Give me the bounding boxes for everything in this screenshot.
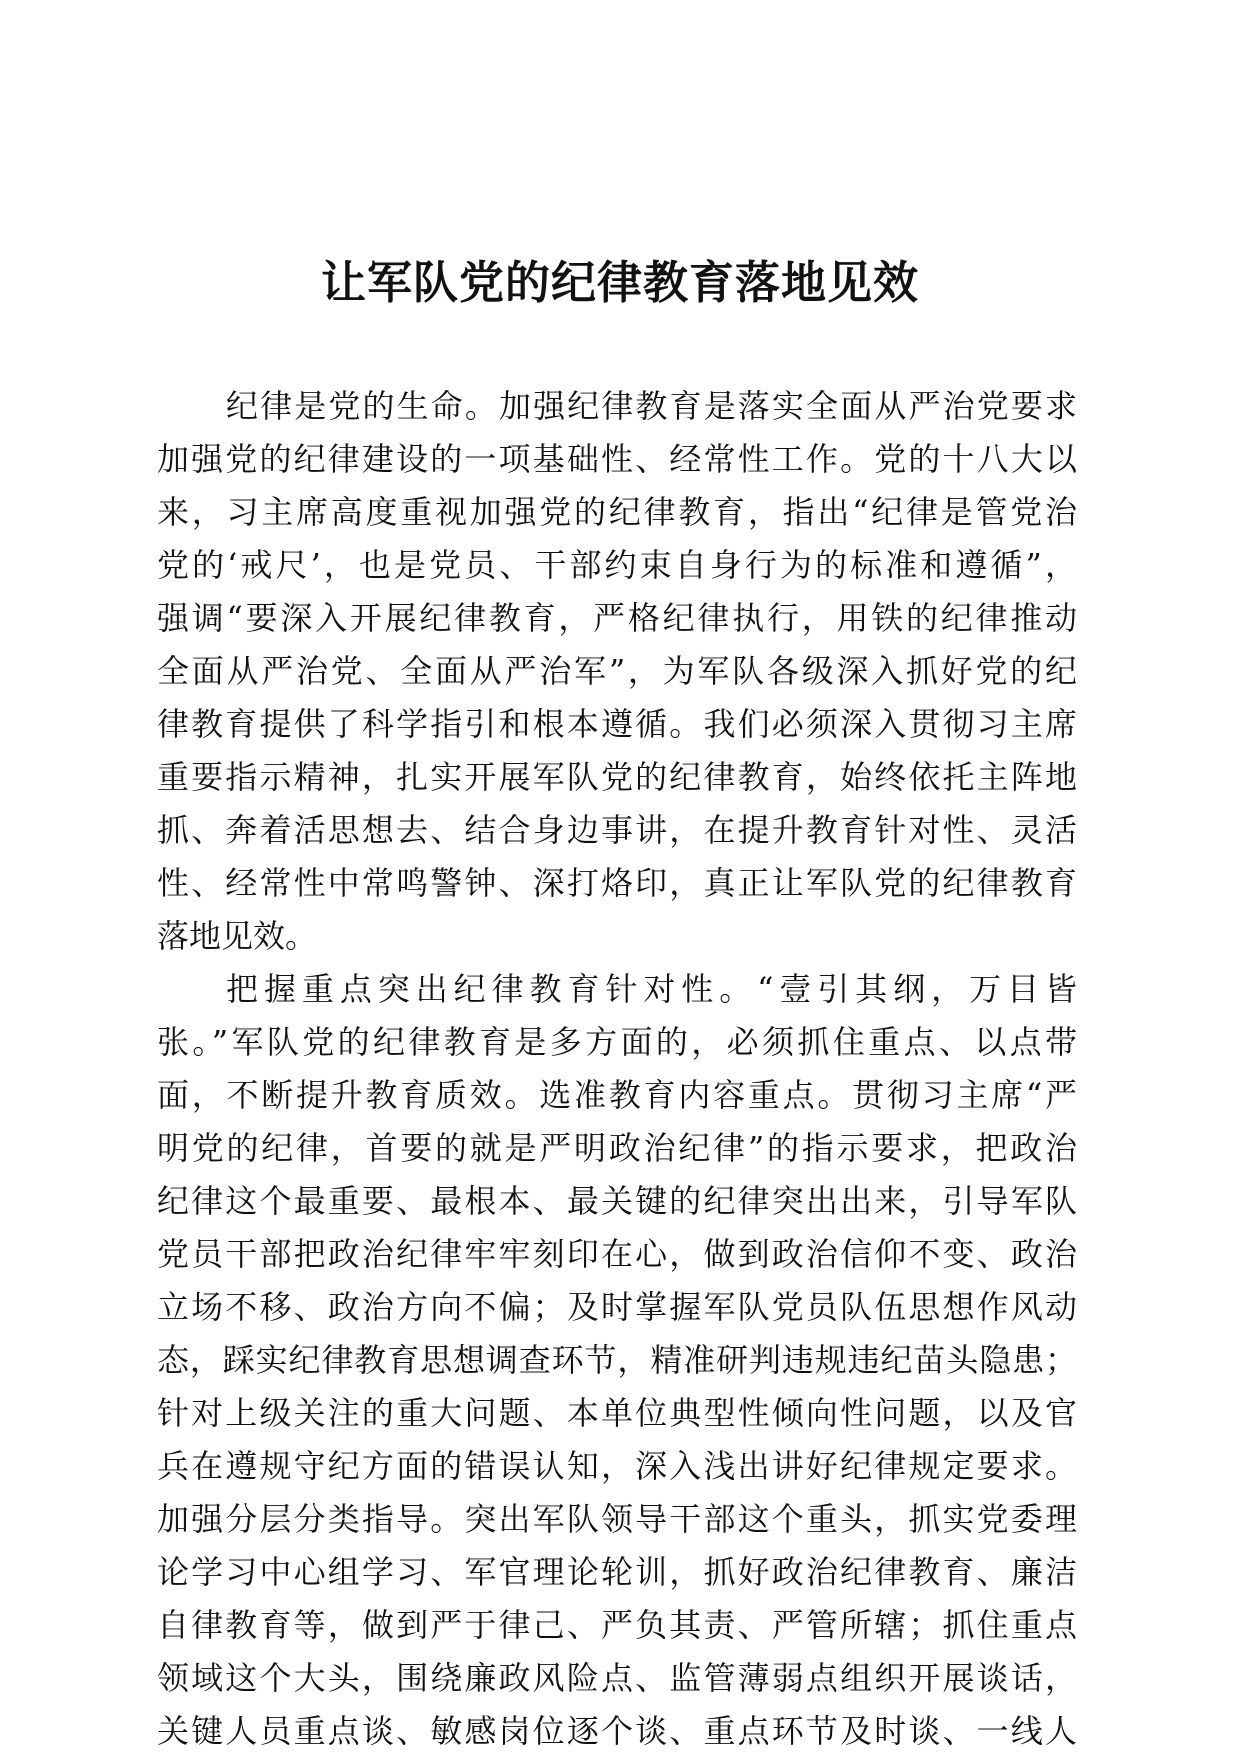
text-line: 落地见效。	[157, 917, 318, 955]
text-line: 强调“要深入开展纪律教育，严格纪律执行，用铁的纪律推动	[157, 599, 1077, 637]
text-line: 抓、奔着活思想去、结合身边事讲，在提升教育针对性、灵活	[157, 811, 1077, 849]
text-line: 张。”军队党的纪律教育是多方面的，必须抓住重点、以点带	[157, 1023, 1077, 1061]
text-line: 加强党的纪律建设的一项基础性、经常性工作。党的十八大以	[157, 440, 1077, 478]
text-line: 把握重点突出纪律教育针对性。“壹引其纲，万目皆	[226, 970, 1077, 1008]
text-line: 兵在遵规守纪方面的错误认知，深入浅出讲好纪律规定要求。	[157, 1447, 1077, 1485]
text-line: 党的‘戒尺’，也是党员、干部约束自身行为的标准和遵循”，	[157, 546, 1077, 584]
document-title: 让军队党的纪律教育落地见效	[320, 256, 919, 309]
document-body	[157, 380, 1077, 1758]
text-line: 论学习中心组学习、军官理论轮训，抓好政治纪律教育、廉洁	[157, 1553, 1077, 1591]
text-line: 全面从严治党、全面从严治军”，为军队各级深入抓好党的纪	[157, 652, 1077, 690]
text-line: 律教育提供了科学指引和根本遵循。我们必须深入贯彻习主席	[157, 705, 1077, 743]
text-line: 性、经常性中常鸣警钟、深打烙印，真正让军队党的纪律教育	[157, 864, 1077, 902]
text-line: 党员干部把政治纪律牢牢刻印在心，做到政治信仰不变、政治	[157, 1235, 1077, 1273]
text-line: 立场不移、政治方向不偏；及时掌握军队党员队伍思想作风动	[157, 1288, 1077, 1326]
text-line: 加强分层分类指导。突出军队领导干部这个重头，抓实党委理	[157, 1500, 1077, 1538]
text-line: 自律教育等，做到严于律己、严负其责、严管所辖；抓住重点	[157, 1606, 1077, 1644]
text-line: 明党的纪律，首要的就是严明政治纪律”的指示要求，把政治	[157, 1129, 1077, 1167]
text-line: 重要指示精神，扎实开展军队党的纪律教育，始终依托主阵地	[157, 758, 1077, 796]
text-line: 面，不断提升教育质效。选准教育内容重点。贯彻习主席“严	[157, 1076, 1077, 1114]
text-line: 纪律是党的生命。加强纪律教育是落实全面从严治党要求	[226, 387, 1077, 425]
text-line: 关键人员重点谈、敏感岗位逐个谈、重点环节及时谈、一线人	[157, 1712, 1077, 1750]
text-line: 态，踩实纪律教育思想调查环节，精准研判违规违纪苗头隐患；	[157, 1341, 1077, 1379]
text-line: 来，习主席高度重视加强党的纪律教育，指出“纪律是管党治	[157, 493, 1077, 531]
text-line: 纪律这个最重要、最根本、最关键的纪律突出出来，引导军队	[157, 1182, 1077, 1220]
text-line: 针对上级关注的重大问题、本单位典型性倾向性问题，以及官	[157, 1394, 1077, 1432]
text-line: 领域这个大头，围绕廉政风险点、监管薄弱点组织开展谈话，	[157, 1659, 1077, 1697]
